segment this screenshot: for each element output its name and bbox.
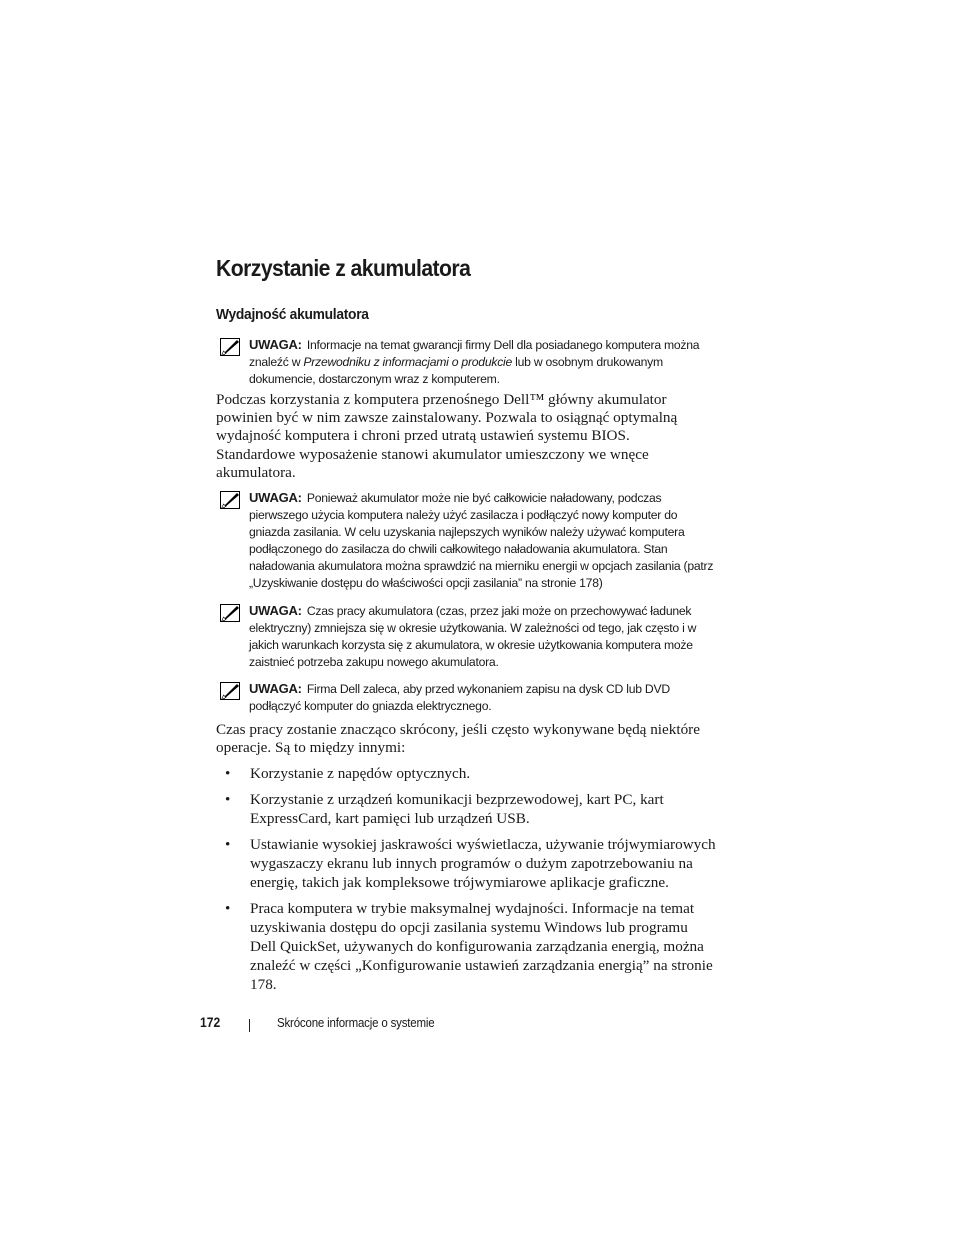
- note-label: UWAGA:: [249, 681, 302, 696]
- note-body: Czas pracy akumulatora (czas, przez jaki może on przechowywać ładunek elektryczny) zmniejsza się w okresie użytkowania. W zależności od tego, jak często i w jakich warunkach korzysta się z akumulatora, w okresie użytkowania komputera może zaistnieć potrzeba zakupu nowego akumulatora.: [249, 604, 697, 669]
- note-text: [249, 680, 719, 715]
- list-item: [216, 764, 716, 783]
- section-heading: Wydajność akumulatora: [216, 306, 369, 323]
- bullet-icon: •: [225, 836, 231, 853]
- note-italic-reference: Przewodniku z informacjami o produkcie: [303, 355, 513, 369]
- bullet-icon: •: [225, 765, 231, 782]
- footer-divider: [249, 1019, 250, 1032]
- note-pencil-icon: [220, 491, 240, 509]
- list-item: [216, 790, 716, 828]
- note-pencil-icon: [220, 682, 240, 700]
- note-text: [249, 489, 719, 592]
- note-body: Firma Dell zaleca, aby przed wykonaniem zapisu na dysk CD lub DVD podłączyć komputer do gniazda elektrycznego.: [249, 682, 670, 713]
- list-item-text: Korzystanie z urządzeń komunikacji bezprzewodowej, kart PC, kart ExpressCard, kart pamięci lub urządzeń USB.: [250, 791, 664, 827]
- bullet-list: [216, 764, 716, 1001]
- list-item-text: Korzystanie z napędów optycznych.: [250, 765, 471, 782]
- note-text: [249, 602, 719, 671]
- list-item: [216, 899, 716, 994]
- note-text-part: Informacje na temat gwarancji firmy Dell dla posiadanego komputera można znaleźć w: [249, 338, 700, 369]
- bullet-icon: •: [225, 900, 231, 917]
- page-number: 172: [200, 1015, 221, 1030]
- body-paragraph: Podczas korzystania z komputera przenośnego Dell™ główny akumulator powinien być w nim zawsze zainstalowany. Pozwala to osiągnąć optymalną wydajność komputera i chroni przed utratą ustawień systemu BIOS. Standardowe wyposażenie stanowi akumulator umieszczony we wnęce akumulatora.: [216, 391, 678, 481]
- note-pencil-icon: [220, 338, 240, 356]
- note-label: UWAGA:: [249, 490, 302, 505]
- body-paragraph: Czas pracy zostanie znacząco skrócony, jeśli często wykonywane będą niektóre operacje. Są to między innymi:: [216, 721, 700, 757]
- list-item-text: Praca komputera w trybie maksymalnej wydajności. Informacje na temat uzyskiwania dostępu do opcji zasilania systemu Windows lub programu Dell QuickSet, używanych do konfigurowania zarządzania energią, można znaleźć w części „Konfigurowanie ustawień zarządzania energią” na stronie 178.: [250, 900, 713, 993]
- note-label: UWAGA:: [249, 603, 302, 618]
- note-text-part: lub w osobnym drukowanym dokumencie, dostarczonym wraz z komputerem.: [249, 355, 663, 386]
- footer-title: Skrócone informacje o systemie: [277, 1016, 435, 1030]
- bullet-icon: •: [225, 791, 231, 808]
- note-label: UWAGA:: [249, 337, 302, 352]
- note-body: Ponieważ akumulator może nie być całkowicie naładowany, podczas pierwszego użycia komputera należy użyć zasilacza i podłączyć nowy komputer do gniazda zasilania. W celu uzyskania najlepszych wyników należy używać komputera podłączonego do zasilacza do chwili całkowitego naładowania akumulatora. Stan naładowania akumulatora można sprawdzić na mierniku energii w opcjach zasilania (patrz „Uzyskiwanie dostępu do właściwości opcji zasilania” na stronie 178): [249, 491, 714, 590]
- note-text: [249, 336, 719, 388]
- note-pencil-icon: [220, 604, 240, 622]
- list-item-text: Ustawianie wysokiej jaskrawości wyświetlacza, używanie trójwymiarowych wygaszaczy ekranu lub innych programów o dużym zapotrzebowaniu na energię, takich jak kompleksowe trójwymiarowe aplikacje graficzne.: [250, 836, 716, 891]
- page-heading: Korzystanie z akumulatora: [216, 255, 471, 281]
- list-item: [216, 835, 716, 892]
